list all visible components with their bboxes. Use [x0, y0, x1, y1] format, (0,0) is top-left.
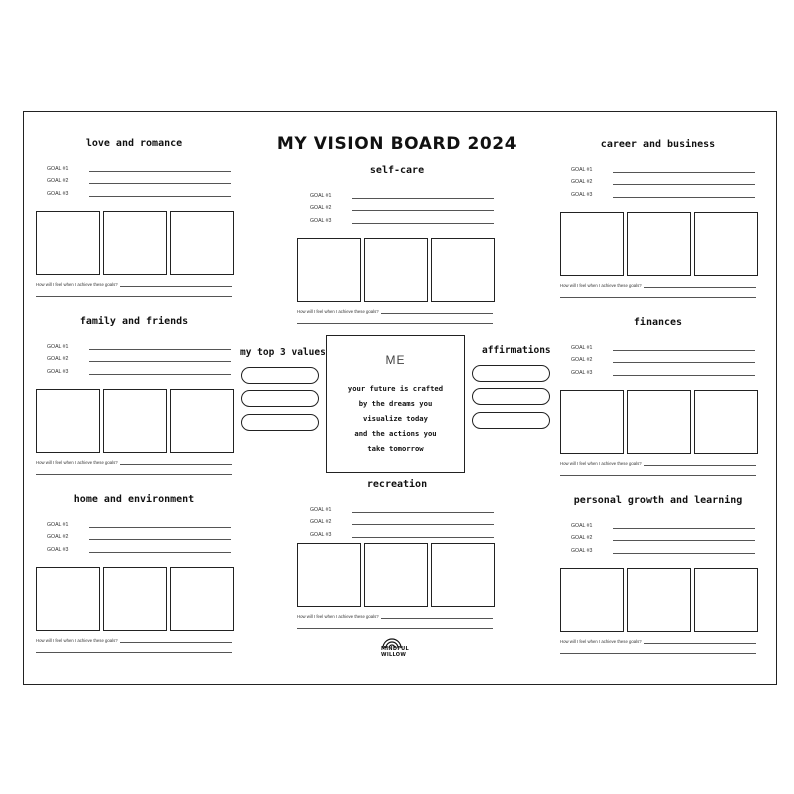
goal-label: GOAL #2: [47, 356, 69, 362]
section-title: self-care: [369, 165, 425, 176]
goal-label: GOAL #1: [47, 343, 69, 350]
affirmation-pill[interactable]: [472, 412, 550, 429]
photo-frame[interactable]: [364, 238, 428, 302]
goal-label: GOAL #3: [571, 191, 593, 198]
affirmation-pill[interactable]: [472, 365, 550, 382]
goal-row: [571, 160, 755, 173]
goal-label: GOAL #3: [310, 217, 332, 224]
value-pill[interactable]: [241, 390, 319, 407]
goal-row: [310, 500, 494, 513]
goal-input-line[interactable]: [352, 191, 494, 199]
logo-line: WILLOW: [381, 652, 407, 658]
goal-input-line[interactable]: [613, 533, 755, 541]
goal-label: GOAL #3: [47, 190, 69, 197]
goal-input-line[interactable]: [613, 190, 755, 198]
value-pill[interactable]: [241, 367, 319, 384]
section-title: family and friends: [79, 316, 189, 327]
photo-frame[interactable]: [431, 238, 495, 302]
photo-row: [297, 543, 495, 607]
photo-frame[interactable]: [297, 543, 361, 607]
me-box: [326, 335, 465, 473]
quote: [327, 381, 464, 456]
feel-prompt: [560, 282, 756, 298]
goal-label: GOAL #1: [571, 344, 593, 351]
feel-prompt: [560, 638, 756, 654]
photo-row: [36, 389, 234, 453]
photo-row: [560, 212, 758, 276]
goal-label: GOAL #1: [571, 522, 593, 529]
goal-list: [310, 500, 494, 538]
quote-line: your future is crafted: [347, 384, 444, 393]
goal-row: [47, 528, 231, 541]
photo-frame[interactable]: [36, 389, 100, 453]
goal-row: [47, 350, 231, 363]
goal-label: GOAL #1: [310, 192, 332, 199]
section-finances: [560, 317, 756, 487]
feel-input-line[interactable]: [297, 628, 493, 629]
section-self-care: [297, 165, 497, 335]
goal-label: GOAL #2: [310, 205, 332, 211]
feel-label: How will I feel when I achieve these goals?: [560, 283, 642, 288]
feel-input-line[interactable]: [560, 653, 756, 654]
photo-frame[interactable]: [560, 568, 624, 632]
affirmations-title: affirmations: [482, 345, 551, 356]
goal-input-line[interactable]: [89, 354, 231, 362]
goal-label: GOAL #2: [47, 534, 69, 540]
goal-label: GOAL #3: [571, 369, 593, 376]
quote-line: by the dreams you: [358, 399, 433, 408]
goal-label: GOAL #1: [47, 521, 69, 528]
feel-label: How will I feel when I achieve these goals?: [297, 309, 379, 314]
section-title: career and business: [600, 139, 716, 150]
goal-input-line[interactable]: [613, 355, 755, 363]
feel-input-line[interactable]: [644, 638, 756, 644]
photo-frame[interactable]: [297, 238, 361, 302]
photo-frame[interactable]: [103, 567, 167, 631]
photo-frame[interactable]: [170, 567, 234, 631]
photo-frame[interactable]: [170, 211, 234, 275]
feel-prompt: [297, 613, 493, 629]
goal-row: [47, 362, 231, 375]
goal-input-line[interactable]: [613, 368, 755, 376]
feel-input-line[interactable]: [120, 281, 232, 287]
photo-row: [560, 390, 758, 454]
goal-label: GOAL #2: [310, 519, 332, 525]
goal-row: [571, 529, 755, 542]
photo-frame[interactable]: [627, 212, 691, 276]
feel-input-line[interactable]: [297, 323, 493, 324]
goal-input-line[interactable]: [352, 530, 494, 538]
goal-row: [47, 172, 231, 185]
me-label: ME: [385, 353, 406, 367]
section-title: finances: [633, 317, 683, 328]
goal-input-line[interactable]: [89, 545, 231, 553]
goal-input-line[interactable]: [613, 546, 755, 554]
goal-input-line[interactable]: [352, 517, 494, 525]
feel-input-line[interactable]: [120, 637, 232, 643]
goal-input-line[interactable]: [89, 189, 231, 197]
goal-row: [571, 541, 755, 554]
photo-frame[interactable]: [36, 567, 100, 631]
goal-row: [571, 516, 755, 529]
goal-input-line[interactable]: [89, 367, 231, 375]
goal-input-line[interactable]: [352, 203, 494, 211]
feel-input-line[interactable]: [36, 652, 232, 653]
feel-input-line[interactable]: [560, 475, 756, 476]
photo-row: [36, 567, 234, 631]
section-family-and-friends: [36, 316, 232, 486]
goal-list: [47, 159, 231, 197]
goal-input-line[interactable]: [89, 176, 231, 184]
goal-list: [571, 516, 755, 554]
quote-line: and the actions you: [354, 429, 437, 438]
goal-label: GOAL #3: [47, 546, 69, 553]
feel-prompt: [36, 459, 232, 475]
goal-list: [47, 515, 231, 553]
photo-frame[interactable]: [560, 390, 624, 454]
goal-row: [571, 363, 755, 376]
goal-row: [310, 199, 494, 212]
photo-frame[interactable]: [694, 212, 758, 276]
photo-frame[interactable]: [627, 568, 691, 632]
goal-row: [47, 515, 231, 528]
goal-label: GOAL #1: [571, 166, 593, 173]
section-title: recreation: [366, 479, 428, 490]
photo-row: [560, 568, 758, 632]
goal-row: [47, 540, 231, 553]
goal-list: [47, 337, 231, 375]
goal-input-line[interactable]: [352, 505, 494, 513]
goal-row: [571, 338, 755, 351]
quote-line: take tomorrow: [367, 444, 424, 453]
goal-input-line[interactable]: [89, 342, 231, 350]
goal-label: GOAL #2: [571, 179, 593, 185]
quote-line: visualize today: [363, 414, 428, 423]
feel-label: How will I feel when I achieve these goals?: [36, 460, 118, 465]
goal-list: [310, 186, 494, 224]
feel-prompt: [36, 637, 232, 653]
photo-frame[interactable]: [694, 568, 758, 632]
goal-row: [47, 159, 231, 172]
photo-row: [36, 211, 234, 275]
section-title: home and environment: [73, 494, 195, 505]
goal-label: GOAL #1: [47, 165, 69, 172]
section-career-and-business: [560, 139, 756, 309]
photo-frame[interactable]: [627, 390, 691, 454]
goal-label: GOAL #3: [310, 531, 332, 538]
feel-prompt: [560, 460, 756, 476]
goal-input-line[interactable]: [89, 164, 231, 172]
goal-input-line[interactable]: [613, 343, 755, 351]
goal-row: [47, 337, 231, 350]
photo-frame[interactable]: [694, 390, 758, 454]
goal-row: [571, 173, 755, 186]
section-love-and-romance: [36, 138, 232, 308]
feel-input-line[interactable]: [381, 613, 493, 619]
logo-line: MINDFUL: [381, 646, 409, 652]
goal-row: [571, 185, 755, 198]
feel-input-line[interactable]: [36, 296, 232, 297]
goal-input-line[interactable]: [613, 165, 755, 173]
photo-frame[interactable]: [36, 211, 100, 275]
section-recreation: [297, 479, 497, 649]
goal-label: GOAL #2: [47, 178, 69, 184]
photo-frame[interactable]: [560, 212, 624, 276]
goal-list: [571, 338, 755, 376]
feel-prompt: [36, 281, 232, 297]
photo-frame[interactable]: [431, 543, 495, 607]
feel-label: How will I feel when I achieve these goals?: [560, 461, 642, 466]
photo-frame[interactable]: [364, 543, 428, 607]
feel-input-line[interactable]: [381, 308, 493, 314]
goal-row: [310, 513, 494, 526]
feel-input-line[interactable]: [644, 282, 756, 288]
value-pill[interactable]: [241, 414, 319, 431]
values-title: my top 3 values: [240, 347, 326, 358]
feel-input-line[interactable]: [560, 297, 756, 298]
goal-input-line[interactable]: [89, 520, 231, 528]
feel-label: How will I feel when I achieve these goals?: [297, 614, 379, 619]
goal-input-line[interactable]: [352, 216, 494, 224]
feel-prompt: [297, 308, 493, 324]
feel-input-line[interactable]: [644, 460, 756, 466]
feel-label: How will I feel when I achieve these goals?: [560, 639, 642, 644]
photo-row: [297, 238, 495, 302]
photo-frame[interactable]: [170, 389, 234, 453]
goal-label: GOAL #2: [571, 357, 593, 363]
logo-wordmark: [381, 646, 409, 658]
goal-row: [571, 351, 755, 364]
goal-row: [310, 211, 494, 224]
section-title: personal growth and learning: [573, 495, 743, 506]
goal-label: GOAL #1: [310, 506, 332, 513]
goal-label: GOAL #3: [571, 547, 593, 554]
photo-frame[interactable]: [103, 389, 167, 453]
goal-label: GOAL #2: [571, 535, 593, 541]
goal-input-line[interactable]: [89, 532, 231, 540]
goal-input-line[interactable]: [613, 177, 755, 185]
feel-input-line[interactable]: [36, 474, 232, 475]
goal-list: [571, 160, 755, 198]
goal-row: [47, 184, 231, 197]
feel-label: How will I feel when I achieve these goals?: [36, 282, 118, 287]
feel-input-line[interactable]: [120, 459, 232, 465]
feel-label: How will I feel when I achieve these goals?: [36, 638, 118, 643]
page-title: MY VISION BOARD 2024: [276, 134, 518, 154]
section-personal-growth-and-learning: [560, 495, 756, 665]
section-title: love and romance: [85, 138, 183, 149]
photo-frame[interactable]: [103, 211, 167, 275]
affirmation-pill[interactable]: [472, 388, 550, 405]
goal-input-line[interactable]: [613, 521, 755, 529]
goal-row: [310, 525, 494, 538]
goal-label: GOAL #3: [47, 368, 69, 375]
section-home-and-environment: [36, 494, 232, 664]
goal-row: [310, 186, 494, 199]
